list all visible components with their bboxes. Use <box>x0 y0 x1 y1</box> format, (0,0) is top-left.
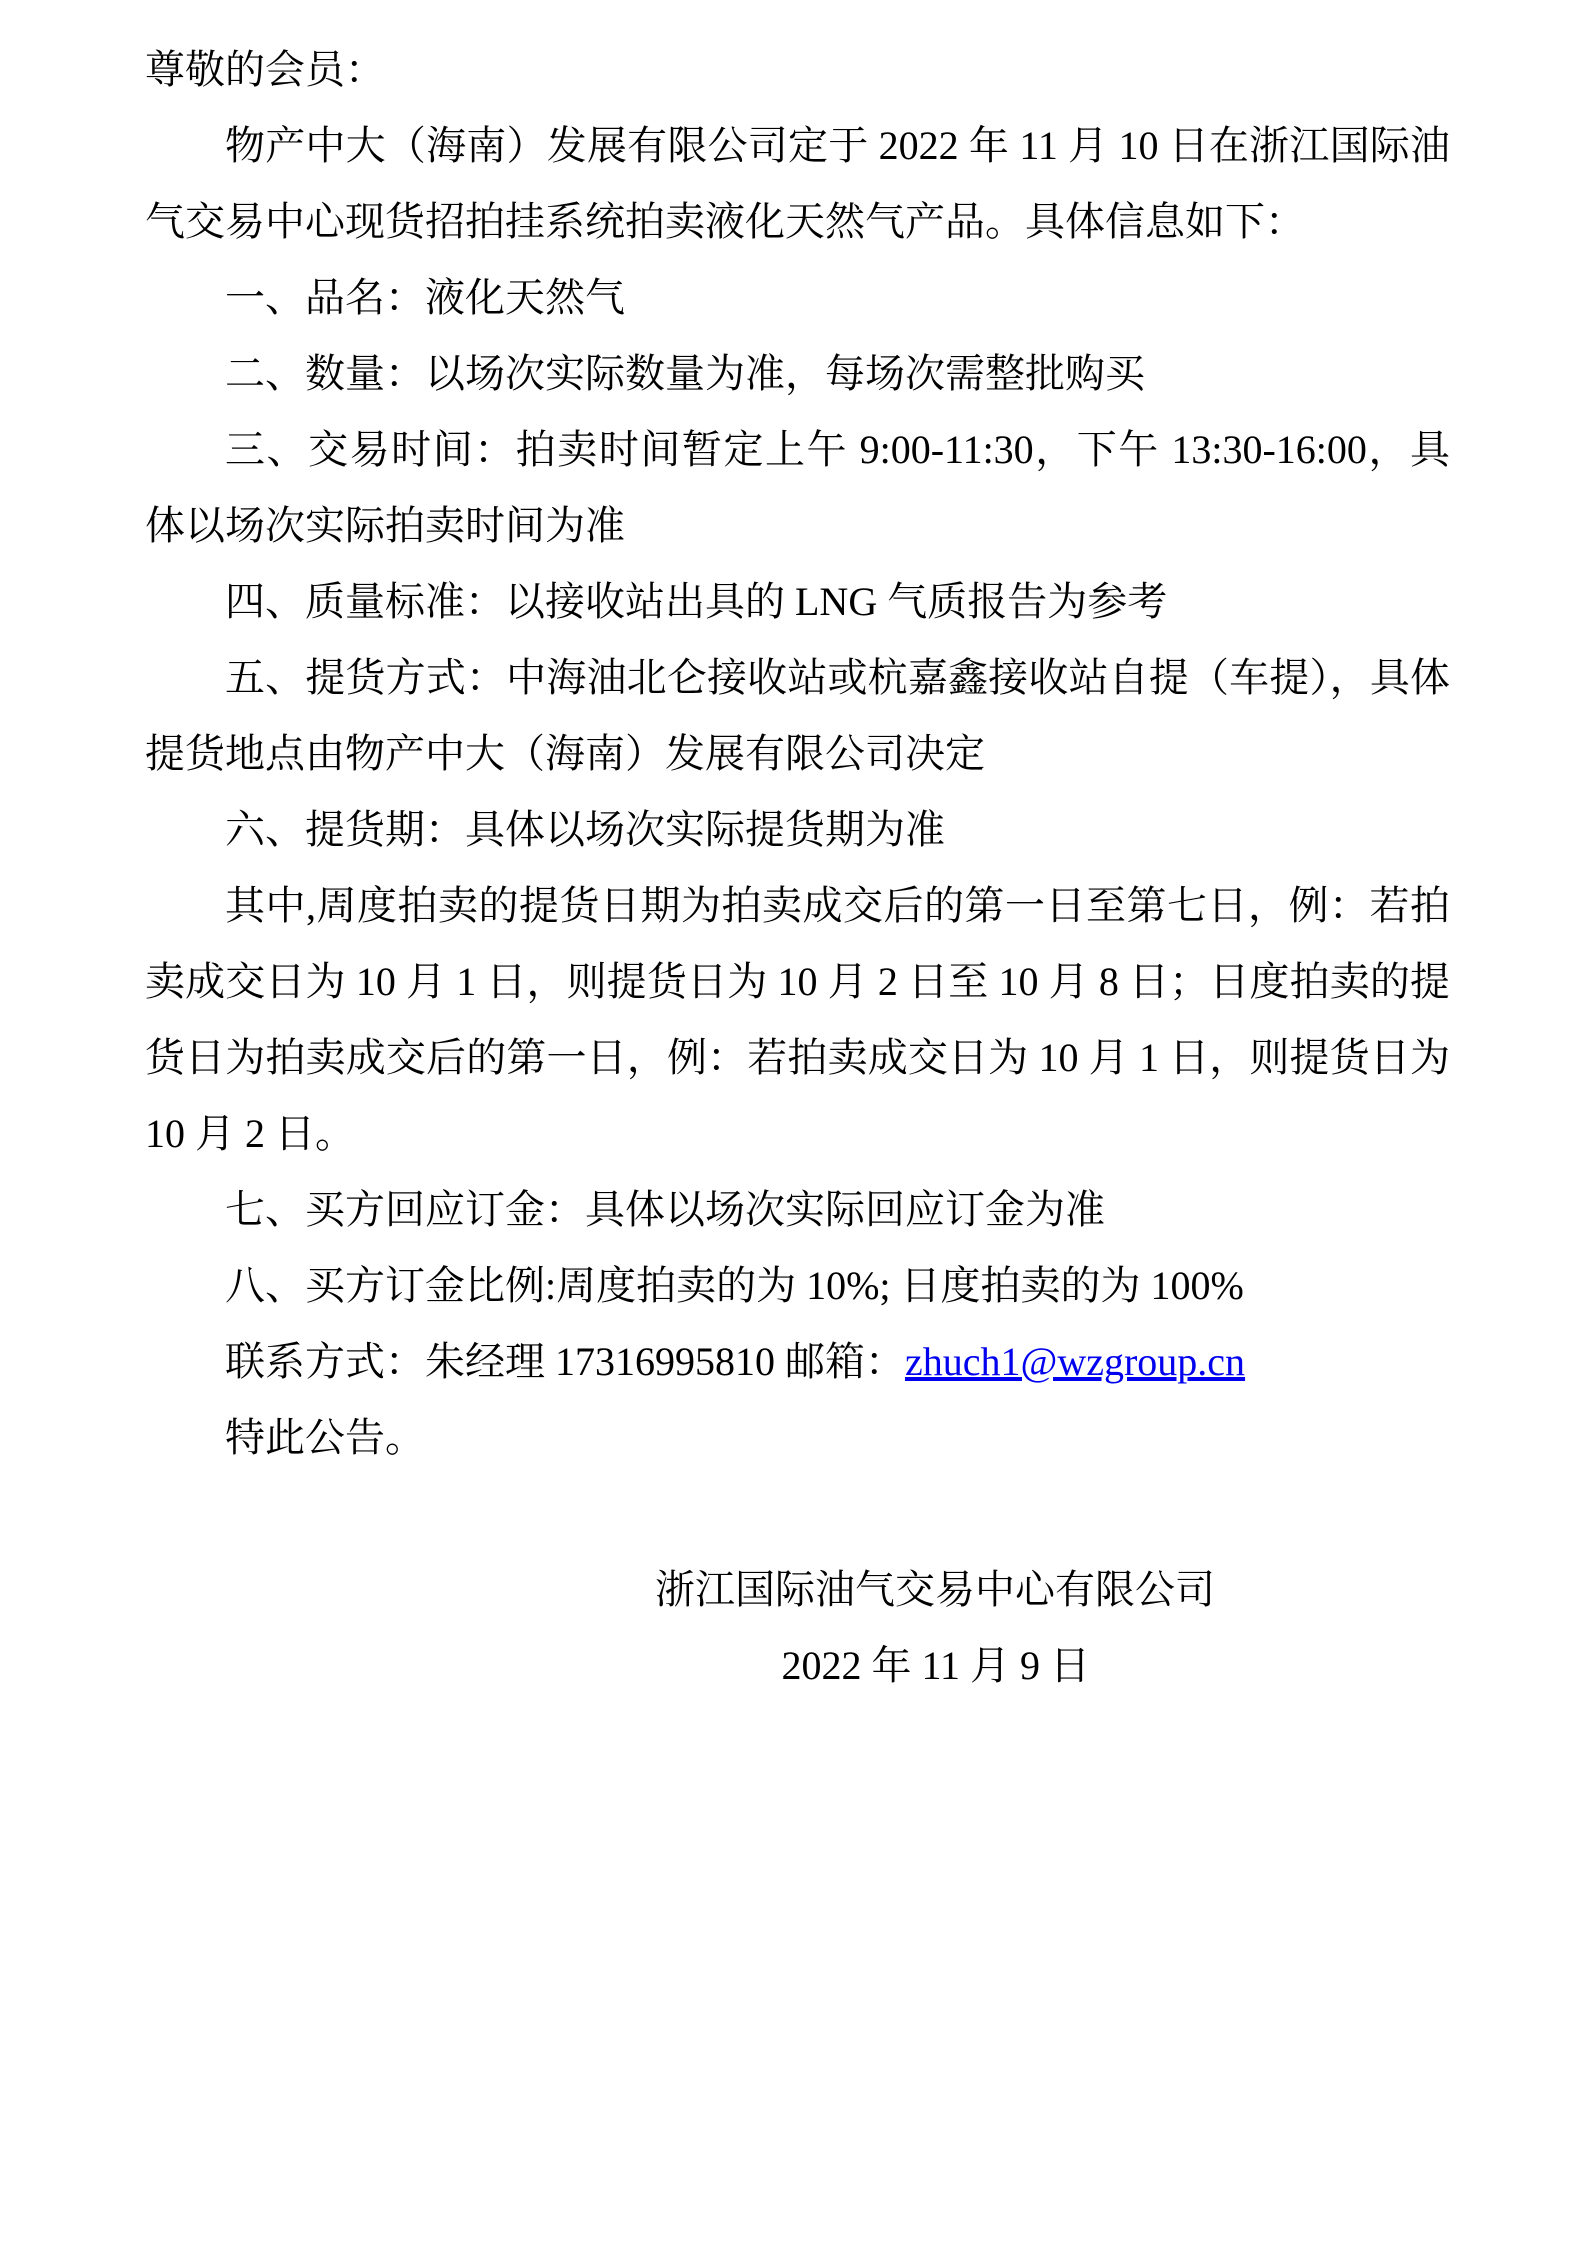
signature-date: 2022 年 11 月 9 日 <box>781 1643 1090 1688</box>
list-item-6-pickup-period: 六、提货期：具体以场次实际提货期为准 <box>225 807 945 852</box>
list-item-5-pickup-method: 五、提货方式：中海油北仑接收站或杭嘉鑫接收站自提（车提），具体提货地点由物产中大（海南）发展有限公司决定 <box>145 655 1450 776</box>
closing-line: 特此公告。 <box>225 1415 425 1460</box>
contact-email-link[interactable]: zhuch1@wzgroup.cn <box>905 1339 1246 1384</box>
delivery-note-paragraph: 其中,周度拍卖的提货日期为拍卖成交后的第一日至第七日，例：若拍卖成交日为 10 月 1 日，则提货日为 10 月 2 日至 10 月 8 日；日度拍卖的提货日为拍卖成交后的第一日，例：若拍卖成交日为 10 月 1 日，则提货日为 10 月 2 日。 <box>145 883 1450 1156</box>
signature-company: 浙江国际油气交易中心有限公司 <box>655 1567 1215 1612</box>
contact-line <box>145 1324 1450 1400</box>
intro-paragraph: 物产中大（海南）发展有限公司定于 2022 年 11 月 10 日在浙江国际油气交易中心现货招拍挂系统拍卖液化天然气产品。具体信息如下： <box>145 123 1450 244</box>
list-item-4-quality-standard: 四、质量标准：以接收站出具的 LNG 气质报告为参考 <box>225 579 1168 624</box>
list-item-7-response-deposit: 七、买方回应订金：具体以场次实际回应订金为准 <box>225 1187 1105 1232</box>
contact-text: 联系方式：朱经理 17316995810 邮箱： <box>225 1339 905 1384</box>
list-item-8-deposit-ratio: 八、买方订金比例:周度拍卖的为 10%; 日度拍卖的为 100% <box>225 1263 1244 1308</box>
list-item-1-product-name: 一、品名：液化天然气 <box>225 275 625 320</box>
list-item-3-trading-time: 三、交易时间：拍卖时间暂定上午 9:00-11:30，下午 13:30-16:00，具体以场次实际拍卖时间为准 <box>145 427 1450 548</box>
salutation: 尊敬的会员： <box>145 47 385 92</box>
list-item-2-quantity: 二、数量：以场次实际数量为准，每场次需整批购买 <box>225 351 1145 396</box>
signature-block <box>145 1552 1450 1704</box>
